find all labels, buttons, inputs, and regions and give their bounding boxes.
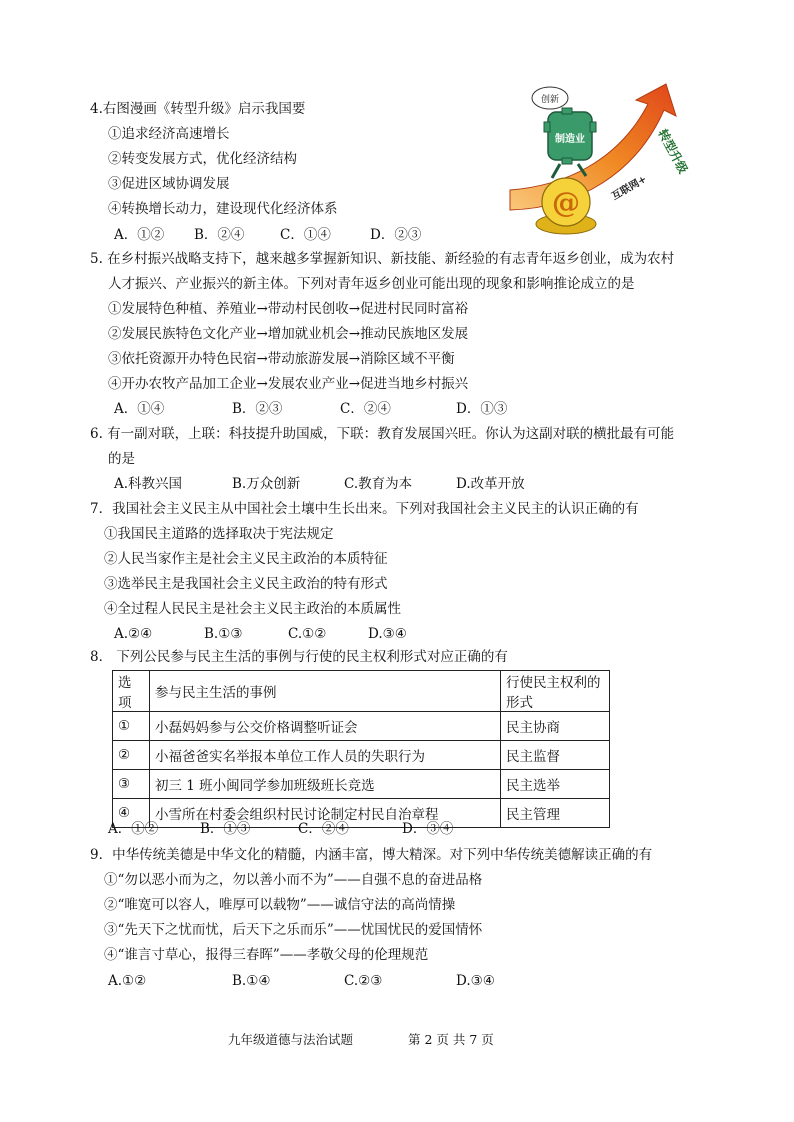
q6-stem-line2: 的是 (108, 451, 135, 467)
footer-subject: 九年级道德与法治试题 (228, 1032, 354, 1047)
q7-item-1: ①我国民主道路的选择取决于宪法规定 (104, 526, 334, 542)
q7-option-a: A.②④ (114, 626, 153, 642)
q5-item-2: ②发展民族特色文化产业→增加就业机会→推动民族地区发展 (108, 326, 469, 342)
q7-item-2: ②人民当家作主是社会主义民主政治的本质特征 (104, 551, 388, 567)
table-header-cell: 行使民主权利的形式 (501, 671, 610, 712)
q7-item-4: ④全过程人民民主是社会主义民主政治的本质属性 (104, 601, 401, 617)
q7-option-d: D.③④ (368, 626, 407, 642)
q9-item-2: ②“唯宽可以容人，唯厚可以载物”——诚信守法的高尚情操 (104, 897, 456, 913)
q8-stem: 8． 下列公民参与民主生活的事例与行使的民主权利形式对应正确的有 (90, 649, 508, 665)
table-cell: ③ (113, 770, 150, 799)
at-symbol: @ (552, 186, 580, 219)
table-header-cell: 选项 (113, 671, 150, 712)
q5-item-3: ③依托资源开办特色民宿→带动旅游发展→消除区域不平衡 (108, 351, 455, 367)
q5-option-b: B．②③ (232, 401, 283, 417)
q5-item-1: ①发展特色种植、养殖业→带动村民创收→促进村民同时富裕 (108, 301, 469, 317)
table-header-row (113, 671, 610, 712)
q9-stem: 9．中华传统美德是中华文化的精髓，内涵丰富，博大精深。对下列中华传统美德解读正确的有 (90, 847, 653, 863)
q7-stem: 7．我国社会主义民主从中国社会土壤中生长出来。下列对我国社会主义民主的认识正确的有 (90, 501, 639, 517)
cartoon-bubble-text: 创新 (540, 95, 560, 105)
q4-item-1: ①追求经济高速增长 (108, 126, 230, 142)
q4-stem: 4.右图漫画《转型升级》启示我国要 (90, 101, 306, 117)
cartoon-character-label: 制造业 (555, 134, 585, 145)
q4-option-a: A．①② (114, 227, 165, 243)
q6-option-a: A.科教兴国 (114, 476, 183, 492)
table-header-cell: 参与民主生活的事例 (150, 671, 501, 712)
q9-option-c: C.②③ (344, 973, 383, 989)
q9-option-a: A.①② (108, 973, 147, 989)
transformation-cartoon (508, 82, 691, 242)
table-cell: 民主协商 (501, 712, 610, 741)
table-row (113, 741, 610, 770)
q4-item-2: ②转变发展方式，优化经济结构 (108, 151, 297, 167)
table-cell: 民主监督 (501, 741, 610, 770)
table-cell: 民主管理 (501, 799, 610, 828)
q4-item-3: ③促进区域协调发展 (108, 176, 230, 192)
q5-option-c: C．②④ (340, 401, 391, 417)
q4-option-b: B．②④ (194, 227, 245, 243)
q5-option-a: A．①④ (114, 401, 165, 417)
cartoon-base-label: 互联网+ (610, 173, 649, 203)
q8-option-d: D．③④ (402, 821, 454, 837)
q6-option-d: D.改革开放 (456, 476, 525, 492)
q7-item-3: ③选举民主是我国社会主义民主政治的特有形式 (104, 576, 388, 592)
table-cell: 小磊妈妈参与公交价格调整听证会 (150, 712, 501, 741)
q6-option-b: B.万众创新 (232, 476, 301, 492)
q5-option-d: D．①③ (456, 401, 508, 417)
cartoon-arrow-label: 转型升级 (655, 126, 691, 176)
q8-option-c: C．②④ (298, 821, 349, 837)
table-cell: 初三 1 班小闽同学参加班级班长竞选 (150, 770, 501, 799)
table-row (113, 799, 610, 828)
q4-option-c: C．①④ (280, 227, 331, 243)
q4-option-d: D．②③ (370, 227, 422, 243)
table-cell: ① (113, 712, 150, 741)
table-cell: 小雪所在村委会组织村民讨论制定村民自治章程 (150, 799, 501, 828)
q9-item-4: ④“谁言寸草心，报得三春晖”——孝敬父母的伦理规范 (104, 947, 429, 963)
q9-item-1: ①“勿以恶小而为之，勿以善小而不为”——自强不息的奋进品格 (104, 872, 483, 888)
footer-page-number: 第 2 页 共 7 页 (408, 1032, 494, 1047)
q9-option-b: B.①④ (232, 973, 271, 989)
q6-option-c: C.教育为本 (344, 476, 413, 492)
q8-option-b: B．①③ (200, 821, 251, 837)
q4-item-4: ④转换增长动力，建设现代化经济体系 (108, 201, 338, 217)
table-cell: 民主选举 (501, 770, 610, 799)
table-cell: 小福爸爸实名举报本单位工作人员的失职行为 (150, 741, 501, 770)
q7-option-c: C.①② (288, 626, 327, 642)
q6-stem-line1: 6. 有一副对联，上联：科技提升助国威，下联：教育发展国兴旺。你认为这副对联的横批最有可能 (90, 426, 675, 442)
q5-item-4: ④开办农牧产品加工企业→发展农业产业→促进当地乡村振兴 (108, 376, 469, 392)
q9-option-d: D.③④ (456, 973, 495, 989)
q5-stem-line2: 人才振兴、产业振兴的新主体。下列对青年返乡创业可能出现的现象和影响推论成立的是 (108, 276, 635, 292)
table-cell: ④ (113, 799, 150, 828)
q9-item-3: ③“先天下之忧而忧，后天下之乐而乐”——忧国忧民的爱国情怀 (104, 922, 483, 938)
table-row (113, 712, 610, 741)
q8-table (112, 670, 610, 828)
table-cell: ② (113, 741, 150, 770)
table-row (113, 770, 610, 799)
q7-option-b: B.①③ (204, 626, 243, 642)
q8-option-a: A．①② (108, 821, 159, 837)
q5-stem-line1: 5. 在乡村振兴战略支持下，越来越多掌握新知识、新技能、新经验的有志青年返乡创业，成为农村 (90, 251, 675, 267)
